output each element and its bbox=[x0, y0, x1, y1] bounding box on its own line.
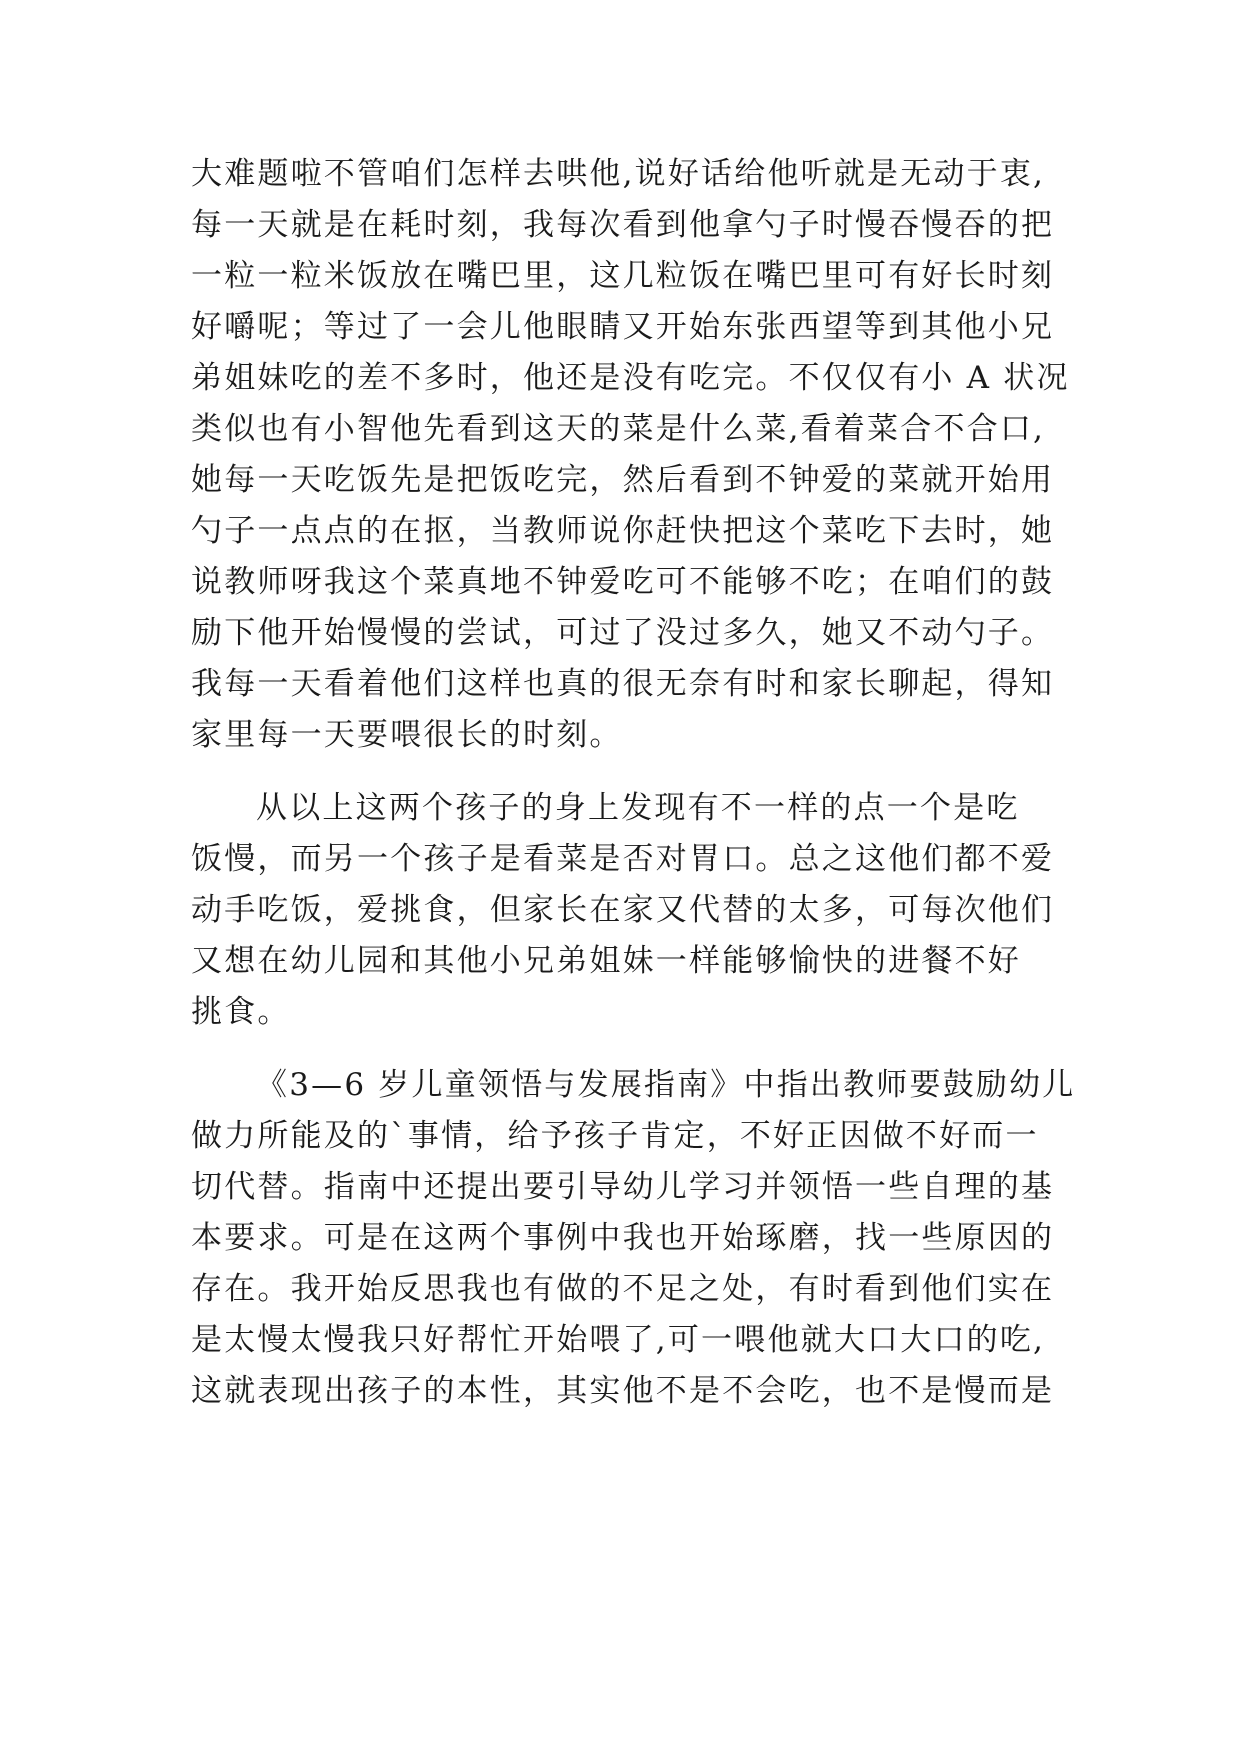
paragraph-first-line: 《3—6 岁儿童领悟与发展指南》中指出教师要鼓励幼儿 bbox=[256, 1067, 1076, 1103]
text-line: 励下他开始慢慢的尝试，可过了没过多久，她又不动勺子。 bbox=[191, 615, 1055, 651]
text-line: 饭慢，而另一个孩子是看菜是否对胃口。总之这他们都不爱 bbox=[191, 841, 1055, 877]
text-line: 勺子一点点的在抠，当教师说你赶快把这个菜吃下去时，她 bbox=[191, 513, 1055, 549]
text-line: 是太慢太慢我只好帮忙开始喂了,可一喂他就大口大口的吃, bbox=[191, 1322, 1046, 1358]
text-line: 存在。我开始反思我也有做的不足之处，有时看到他们实在 bbox=[191, 1271, 1055, 1307]
text-line: 做力所能及的`事情，给予孩子肯定，不好正因做不好而一 bbox=[191, 1118, 1039, 1154]
text-line: 每一天就是在耗时刻，我每次看到他拿勺子时慢吞慢吞的把 bbox=[191, 207, 1055, 243]
text-line: 弟姐妹吃的差不多时，他还是没有吃完。不仅仅有小 A 状况 bbox=[191, 360, 1070, 396]
text-line: 家里每一天要喂很长的时刻。 bbox=[191, 717, 623, 753]
text-line: 本要求。可是在这两个事例中我也开始琢磨，找一些原因的 bbox=[191, 1220, 1055, 1256]
text-line: 类似也有小智他先看到这天的菜是什么菜,看着菜合不合口, bbox=[191, 411, 1046, 447]
text-line: 我每一天看着他们这样也真的很无奈有时和家长聊起，得知 bbox=[191, 666, 1055, 702]
text-line: 她每一天吃饭先是把饭吃完，然后看到不钟爱的菜就开始用 bbox=[191, 462, 1055, 498]
text-line: 一粒一粒米饭放在嘴巴里，这几粒饭在嘴巴里可有好长时刻 bbox=[191, 258, 1055, 294]
text-line: 大难题啦不管咱们怎样去哄他,说好话给他听就是无动于衷, bbox=[191, 156, 1046, 192]
text-line: 这就表现出孩子的本性，其实他不是不会吃，也不是慢而是 bbox=[191, 1373, 1055, 1409]
text-line: 挑食。 bbox=[191, 994, 291, 1030]
text-line: 好嚼呢；等过了一会儿他眼睛又开始东张西望等到其他小兄 bbox=[191, 309, 1055, 345]
paragraph-first-line: 从以上这两个孩子的身上发现有不一样的点一个是吃 bbox=[256, 790, 1020, 826]
text-line: 说教师呀我这个菜真地不钟爱吃可不能够不吃；在咱们的鼓 bbox=[191, 564, 1055, 600]
text-line: 切代替。指南中还提出要引导幼儿学习并领悟一些自理的基 bbox=[191, 1169, 1055, 1205]
text-line: 又想在幼儿园和其他小兄弟姐妹一样能够愉快的进餐不好 bbox=[191, 943, 1021, 979]
text-line: 动手吃饭，爱挑食，但家长在家又代替的太多，可每次他们 bbox=[191, 892, 1055, 928]
